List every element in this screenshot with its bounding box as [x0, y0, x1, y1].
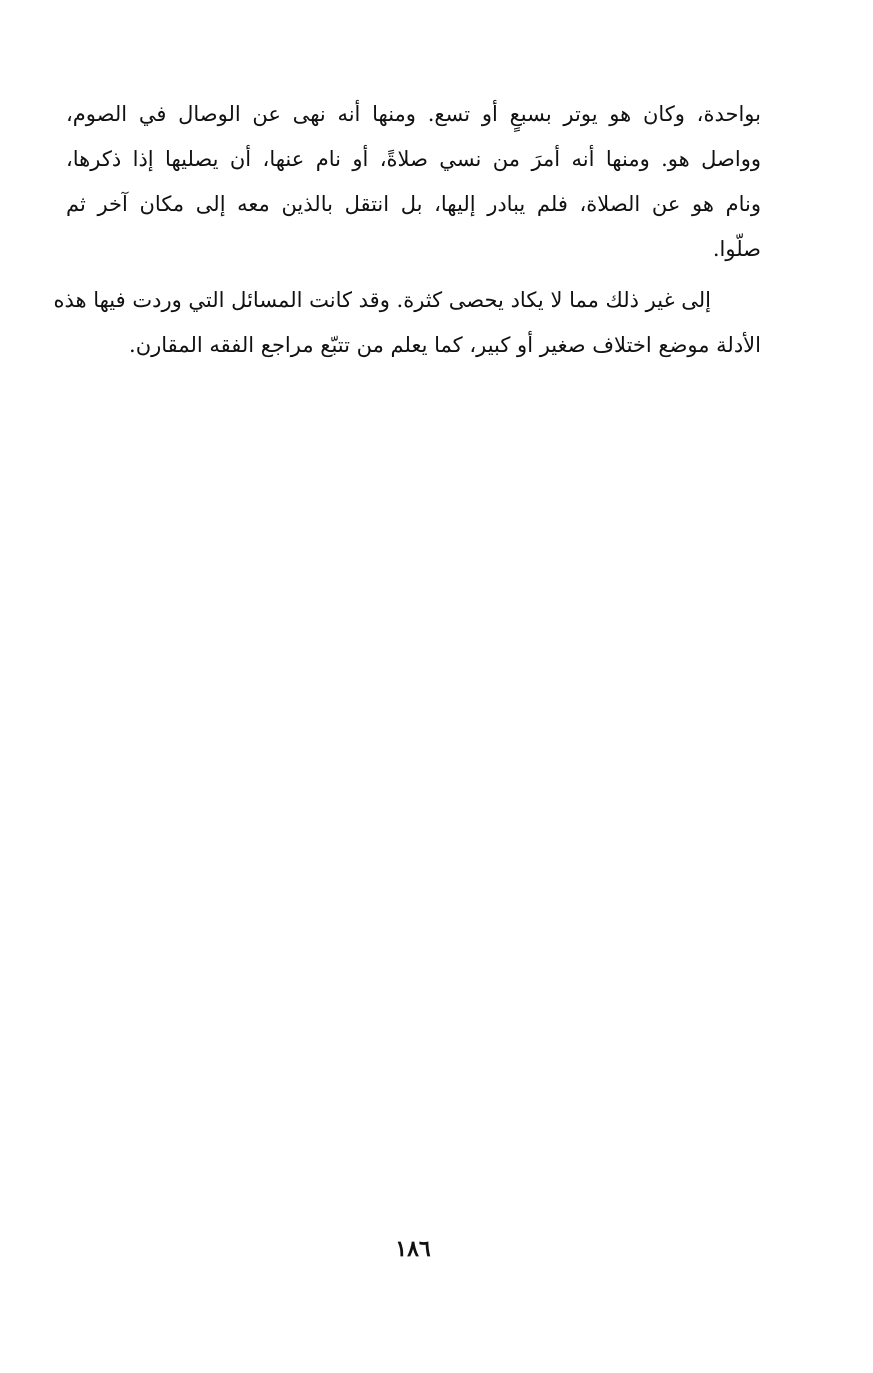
paragraph-line: الأدلة موضع اختلاف صغير أو كبير، كما يعلم من تتبّع مراجع الفقه المقارن. — [129, 333, 761, 357]
paragraph-line: ونام هو عن الصلاة، فلم يبادر إليها، بل انتقل بالذين معه إلى مكان آخر ثم — [66, 192, 761, 216]
page-number: ١٨٦ — [395, 1236, 431, 1262]
paragraph-line: وواصل هو. ومنها أنه أمرَ من نسي صلاةً، أو نام عنها، أن يصليها إذا ذكرها، — [66, 147, 761, 171]
paragraph-1 — [66, 92, 761, 272]
paragraph-line: إلى غير ذلك مما لا يكاد يحصى كثرة. وقد كانت المسائل التي وردت فيها هذه — [53, 288, 711, 312]
paragraph-2 — [53, 278, 761, 368]
paragraph-line: بواحدة، وكان هو يوتر بسبعٍ أو تسع. ومنها أنه نهى عن الوصال في الصوم، — [66, 102, 761, 126]
paragraph-line: صلّوا. — [712, 237, 761, 261]
